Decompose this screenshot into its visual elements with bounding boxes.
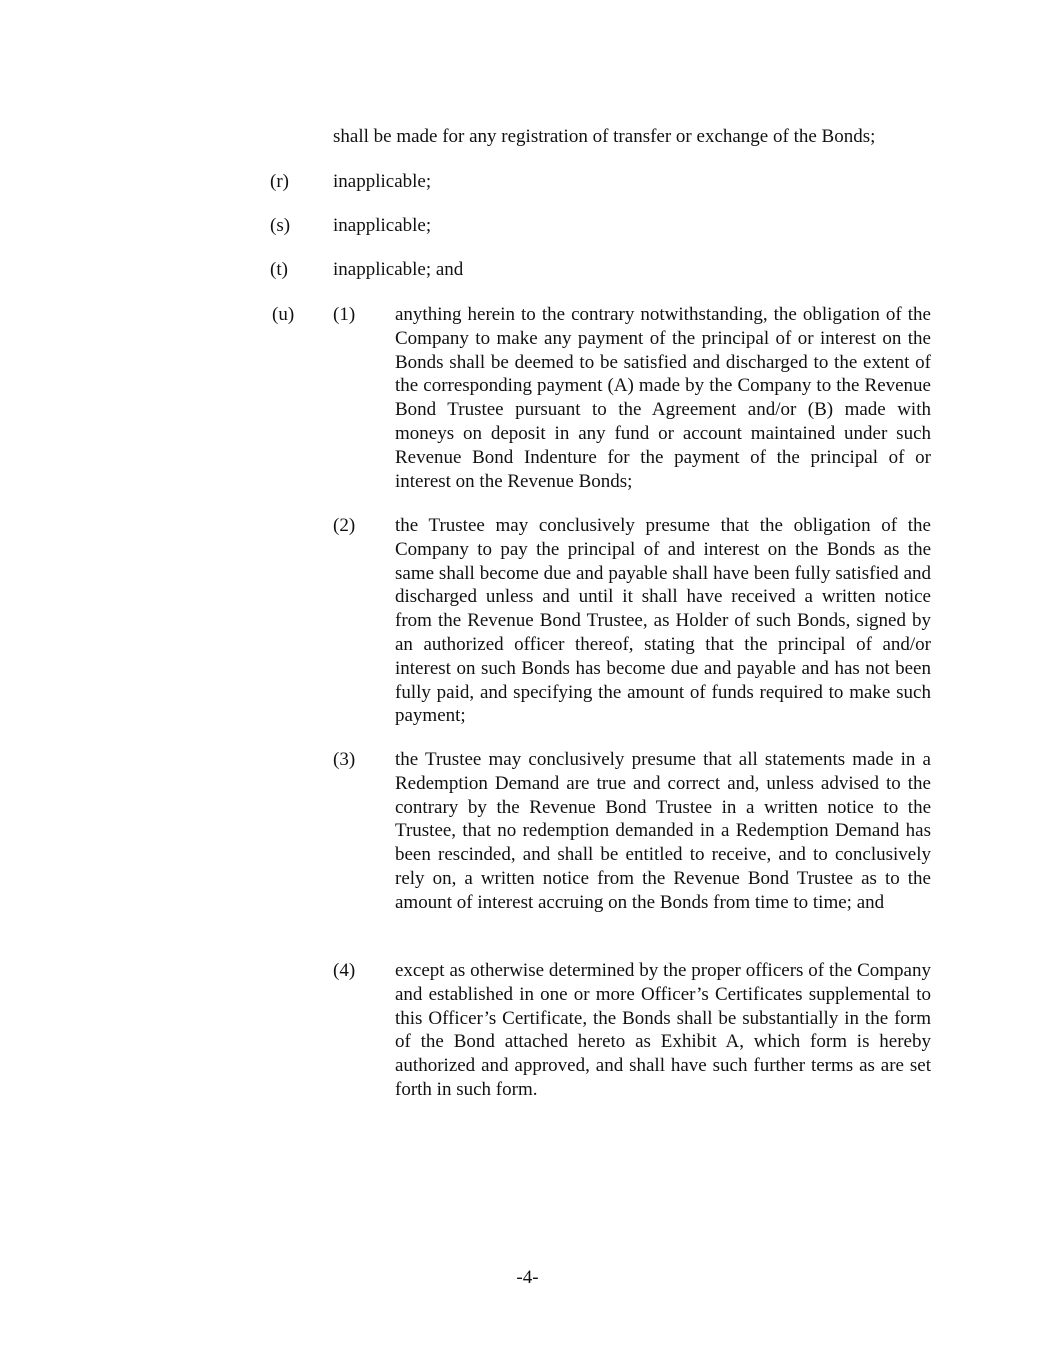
item-marker-r: (r) xyxy=(270,171,289,192)
item-marker-s: (s) xyxy=(270,215,291,236)
subitem-text-3: the Trustee may conclusively presume that all statements made in a Redemption Demand are true and correct and, unless advised to the contrary by the Revenue Bond Trustee in a written notice to the Trustee, that no redemption demanded in a Redemption Demand has been rescinded, and shall be entitled to receive, and to conclusively rely on, a written notice from the Revenue Bond Trustee as to the amount of interest accruing on the Bonds from time to time; and xyxy=(395,749,931,913)
subitem-marker-4: (4) xyxy=(333,960,356,981)
item-text-t: inapplicable; and xyxy=(333,259,464,280)
page-number: -4- xyxy=(516,1267,539,1288)
item-marker-u: (u) xyxy=(272,304,295,325)
subitem-marker-1: (1) xyxy=(333,304,356,325)
continuation-text: shall be made for any registration of transfer or exchange of the Bonds; xyxy=(333,126,876,147)
item-marker-t: (t) xyxy=(270,259,288,280)
subitem-text-1: anything herein to the contrary notwithstanding, the obligation of the Company to make any payment of the principal of or interest on the Bonds shall be deemed to be satisfied and discharged to the extent of the corresponding payment (A) made by the Company to the Revenue Bond Trustee pursuant to the Agreement and/or (B) made with moneys on deposit in any fund or account maintained under such Revenue Bond Indenture for the payment of the principal of or interest on the Revenue Bonds; xyxy=(395,304,931,492)
subitem-marker-3: (3) xyxy=(333,749,356,770)
subitem-marker-2: (2) xyxy=(333,515,356,536)
subitem-text-2: the Trustee may conclusively presume that the obligation of the Company to pay the principal of and interest on the Bonds as the same shall become due and payable shall have been fully satisfied and discharged unless and until it shall have received a written notice from the Revenue Bond Trustee, as Holder of such Bonds, signed by an authorized officer thereof, stating that the principal of and/or interest on such Bonds has become due and payable and has not been fully paid, and specifying the amount of funds required to make such payment; xyxy=(395,515,931,727)
subitem-text-4: except as otherwise determined by the proper officers of the Company and established in one or more Officer’s Certificates supplemental to this Officer’s Certificate, the Bonds shall be substantially in the form of the Bond attached hereto as Exhibit A, which form is hereby authorized and approved, and shall have such further terms as are set forth in such form. xyxy=(395,960,931,1100)
item-text-r: inapplicable; xyxy=(333,171,432,192)
item-text-s: inapplicable; xyxy=(333,215,432,236)
